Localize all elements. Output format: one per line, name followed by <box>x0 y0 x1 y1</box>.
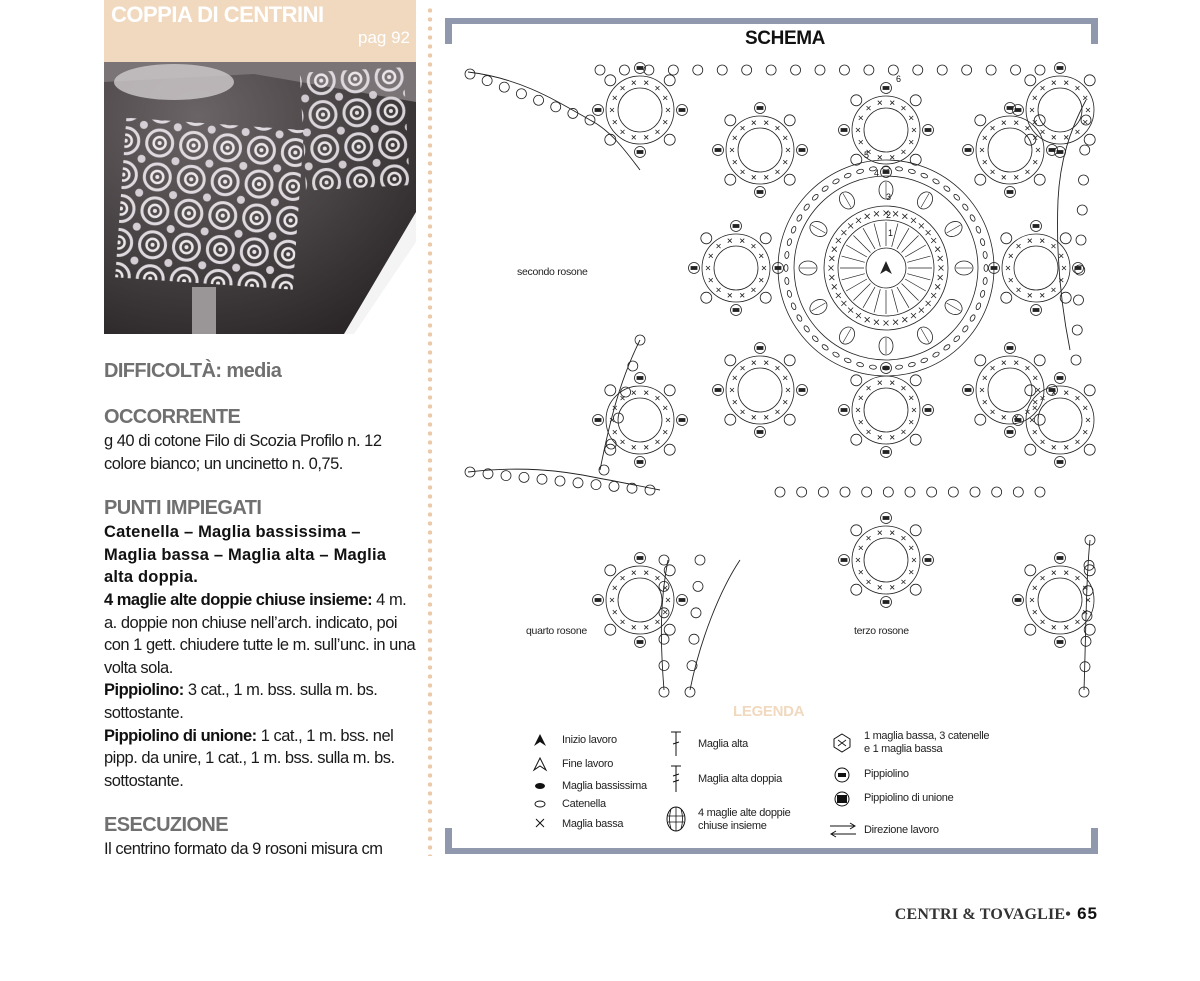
picot-icon <box>833 766 851 784</box>
dotted-column-divider <box>427 6 433 856</box>
doilies-photo <box>104 62 416 334</box>
round-number: 6 <box>896 74 902 84</box>
legend-label: Inizio lavoro <box>562 734 617 746</box>
round-number: 5 <box>864 150 870 160</box>
article-title: COPPIA DI CENTRINI <box>111 2 324 27</box>
round-number: 4 <box>874 168 880 178</box>
punti-item-desc: 1 cat., 1 m. bss. nel pipp. da unire, 1 cat., 1 m. bss. sulla m. bs. sottostante. <box>104 726 395 790</box>
slip-stitch-icon <box>533 781 547 791</box>
legend-label: Fine lavoro <box>562 758 614 770</box>
schema-frame-corner <box>445 18 452 44</box>
punti-item-term: Pippiolino: <box>104 681 184 700</box>
punti-item-join-picot <box>104 725 417 793</box>
page-footer <box>895 904 1098 924</box>
chain-icon <box>533 799 547 809</box>
direction-arrows-icon <box>828 822 858 838</box>
legend-label: 4 maglie alte doppie chiuse insieme <box>698 807 791 832</box>
punti-list <box>104 521 417 589</box>
punti-item-term: Pippiolino di unione: <box>104 726 257 745</box>
single-crochet-icon <box>534 817 546 829</box>
legend-label: 1 maglia bassa, 3 catenelle e 1 maglia bassa <box>864 730 990 755</box>
round-number: 1 <box>888 228 894 238</box>
photo-illustration <box>104 62 416 334</box>
double-crochet-icon <box>668 730 684 758</box>
start-arrow-icon <box>532 732 548 748</box>
legend-title: LEGENDA <box>733 703 805 720</box>
esecuzione-text: Il centrino formato da 9 rosoni misura cm <box>104 840 383 859</box>
treble-crochet-icon <box>668 764 684 794</box>
schema-frame-bottom <box>445 848 1098 854</box>
occorrente-heading: OCCORRENTE <box>104 406 241 428</box>
legend-label: Catenella <box>562 798 606 810</box>
legend-label: Maglia alta doppia <box>698 773 782 785</box>
punti-list-text: Catenella – Maglia bassissima – Maglia bassa – Maglia alta – Maglia alta doppia. <box>104 523 387 587</box>
label-terzo-rosone: terzo rosone <box>854 625 909 637</box>
legend-label: Direzione lavoro <box>864 824 939 836</box>
legend-label: Maglia bassissima <box>562 780 647 792</box>
instructions-column <box>104 358 417 861</box>
label-quarto-rosone: quarto rosone <box>526 625 587 637</box>
joining-picot-icon <box>833 790 851 808</box>
difficulty-label: DIFFICOLTÀ: <box>104 360 222 382</box>
schema-frame-corner <box>445 828 452 854</box>
punti-item-desc: 4 m. a. doppie non chiuse nell’arch. indicato, poi con 1 gett. chiudere tutte le m. sull’unc. in una volta sola. <box>104 590 416 677</box>
punti-item-term: 4 maglie alte doppie chiuse insieme: <box>104 590 373 609</box>
difficulty-value: media <box>221 360 282 382</box>
legend-label: Pippiolino <box>864 768 909 780</box>
schema-frame-top <box>445 18 1098 24</box>
round-number: 2 <box>886 210 892 220</box>
magazine-name: CENTRI & TOVAGLIE• <box>894 906 1072 923</box>
page-number: 65 <box>1077 904 1098 923</box>
picot-loop-icon <box>830 731 854 755</box>
occorrente-text: g 40 di cotone Filo di Scozia Profilo n. 12 colore bianco; un uncinetto n. 0,75. <box>104 432 382 473</box>
page-reference: pag 92 <box>358 28 410 47</box>
cluster-icon <box>665 804 687 834</box>
round-number: 3 <box>886 192 892 202</box>
difficulty-line <box>104 358 417 384</box>
punti-item-desc: 3 cat., 1 m. bss. sulla m. bs. sottostante. <box>104 681 378 722</box>
end-arrow-icon <box>532 756 548 772</box>
punti-item-picot <box>104 679 417 724</box>
legend-label: Maglia bassa <box>562 818 624 830</box>
punti-item-cluster <box>104 589 417 679</box>
schema-title: SCHEMA <box>745 28 825 49</box>
schema-frame-corner <box>1091 18 1098 44</box>
legend-label: Maglia alta <box>698 738 748 750</box>
esecuzione-heading: ESECUZIONE <box>104 814 229 837</box>
crochet-diagram <box>452 52 1096 704</box>
schema-frame-corner <box>1091 828 1098 854</box>
label-secondo-rosone: secondo rosone <box>517 266 588 278</box>
article-title-box <box>104 0 416 62</box>
legend-label: Pippiolino di unione <box>864 792 954 804</box>
punti-heading: PUNTI IMPIEGATI <box>104 497 262 520</box>
